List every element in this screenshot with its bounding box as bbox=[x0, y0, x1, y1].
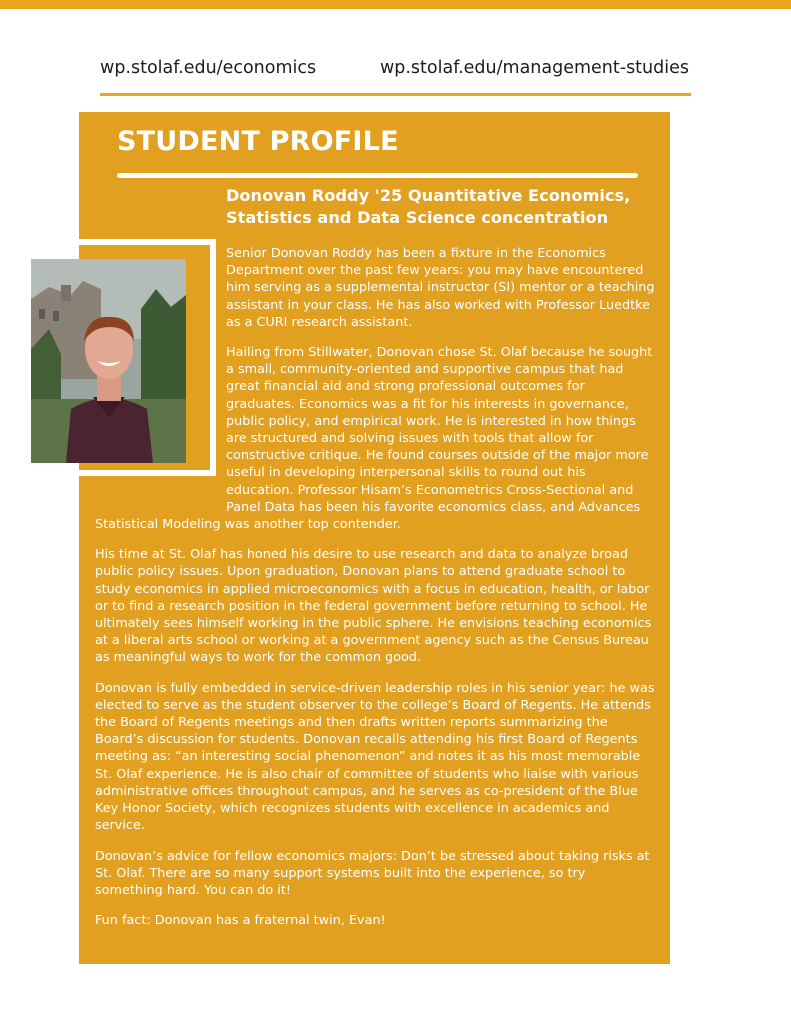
profile-paragraph: His time at St. Olaf has honed his desire to use research and data to analyze broad public policy issues. Upon graduation, Donovan plans to attend graduate school to study economics in applied microeconomics with a focus in education, health, or labor or to find a research position in the federal government before returning to school. He ultimately sees himself working in the public sphere. He envisions teaching economics at a liberal arts school or working at a government agency such as the Census Bureau as meaningful ways to work for the common good. bbox=[95, 547, 652, 666]
title-divider bbox=[117, 173, 638, 178]
profile-paragraph: Donovan is fully embedded in service-driven leadership roles in his senior year: he was elected to serve as the student observer to the college’s Board of Regents. He attends the Board of Regents meetings and then drafts written reports summarizing the Board’s discussion for students. Donovan recalls attending his first Board of Regents meeting as: “an interesting social phenomenon” and notes it as his most memorable St. Olaf experience. He is also chair of committee of students who liaise with various administrative offices throughout campus, and he serves as co-president of the Blue Key Honor Society, which recognizes students with excellence in academics and service. bbox=[95, 680, 655, 834]
header-divider bbox=[100, 93, 691, 96]
management-studies-link[interactable]: wp.stolaf.edu/management-studies bbox=[379, 58, 689, 78]
student-portrait-photo bbox=[31, 259, 186, 463]
profile-headline: Donovan Roddy '25 Quantitative Economics, Statistics and Data Science concentration bbox=[226, 186, 631, 227]
top-accent-bar bbox=[0, 0, 791, 9]
student-profile-panel bbox=[79, 112, 670, 964]
economics-link[interactable]: wp.stolaf.edu/economics bbox=[100, 58, 317, 78]
header-links bbox=[100, 58, 691, 82]
profile-paragraph: Fun fact: Donovan has a fraternal twin, Evan! bbox=[95, 913, 386, 929]
profile-paragraph: Hailing from Stillwater, Donovan chose St. Olaf because he sought a small, community-oriented and supportive campus that had great financial aid and strong professional outcomes for graduates. Economics was a fit for his interests in governance, public policy, and empirical work. He is interested in how things are structured and solving issues with tools that allow for constructive critique. He found courses outside of the major more useful in developing interpersonal skills to round out his education. Professor Hisam’s Econometrics Cross-Sectional and Panel Data has been his favorite economics class, and Advances Statistical Modeling was another top contender. bbox=[95, 345, 653, 533]
section-title: STUDENT PROFILE bbox=[117, 126, 399, 157]
profile-paragraph: Senior Donovan Roddy has been a fixture in the Economics Department over the past few years: you may have encountered him serving as a supplemental instructor (SI) mentor or a teaching assistant in your class. He has also worked with Professor Luedtke as a CURI research assistant. bbox=[226, 246, 655, 330]
profile-paragraph: Donovan’s advice for fellow economics majors: Don’t be stressed about taking risks at St. Olaf. There are so many support systems built into the experience, so try something hard. You can do it! bbox=[95, 848, 650, 898]
